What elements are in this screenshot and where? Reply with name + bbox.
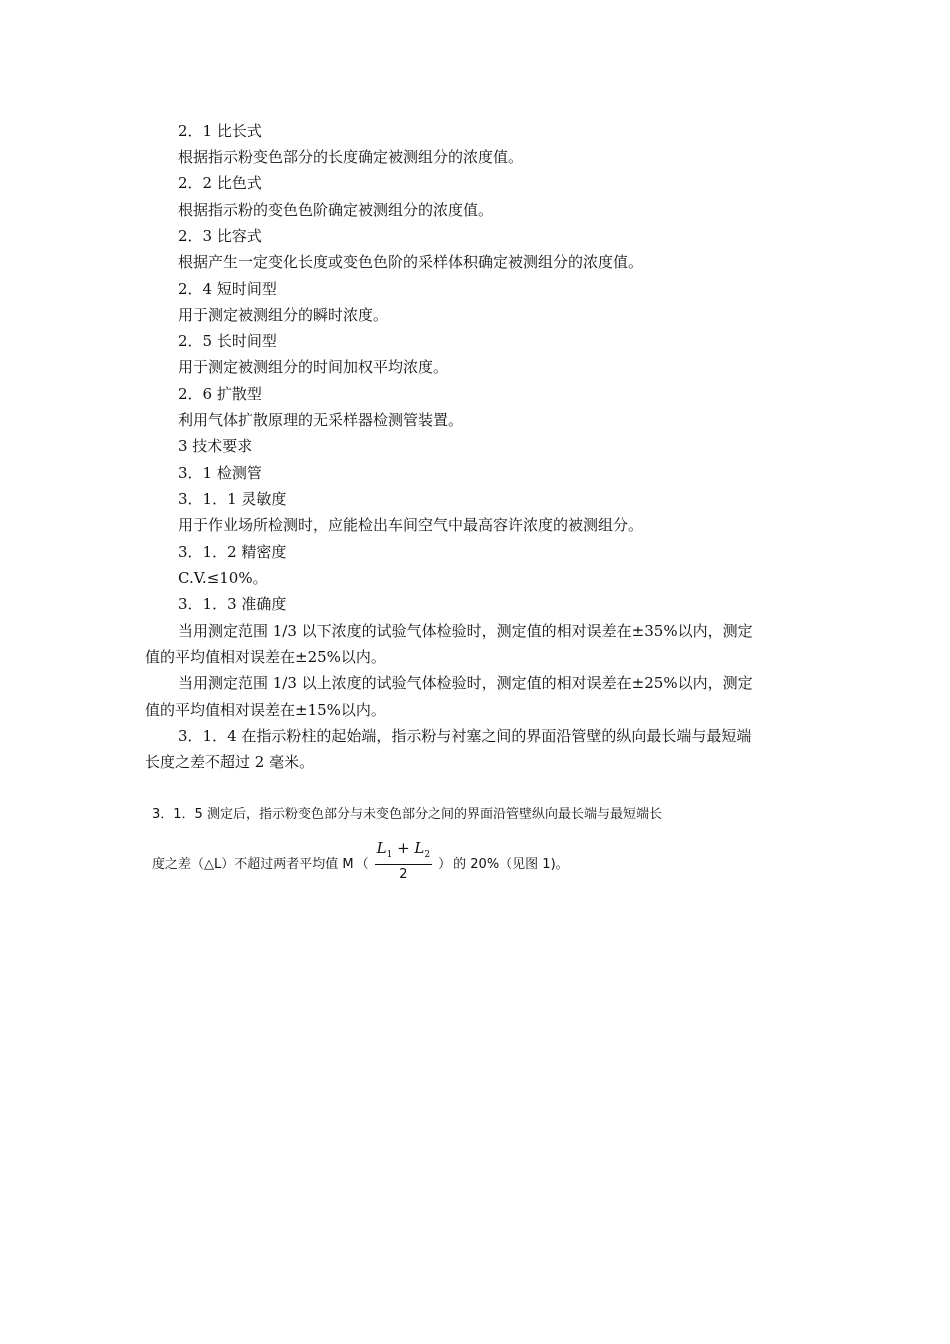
fraction-numerator <box>375 839 433 864</box>
sub-1: 1 <box>386 850 393 860</box>
text-line: 当用测定范围 1/3 以上浓度的试验气体检验时，测定值的相对误差在±25%以内，测定 <box>178 674 753 692</box>
heading-3-1-1: 3．1．1 灵敏度 <box>178 490 287 508</box>
text-line: 用于作业场所检测时，应能检出车间空气中最高容许浓度的被测组分。 <box>178 516 644 534</box>
heading-3-1-3: 3．1．3 准确度 <box>178 595 287 613</box>
formula-line <box>152 840 569 884</box>
heading-3-1: 3．1 检测管 <box>178 464 262 482</box>
text-line: 用于测定被测组分的时间加权平均浓度。 <box>178 358 449 376</box>
fraction <box>375 839 433 885</box>
heading-2-1: 2．1 比长式 <box>178 122 262 140</box>
text-line: 值的平均值相对误差在±15%以内。 <box>145 701 386 719</box>
heading-2-4: 2．4 短时间型 <box>178 280 277 298</box>
clause-3-1-4: 3．1．4 在指示粉柱的起始端，指示粉与衬塞之间的界面沿管壁的纵向最长端与最短端 <box>178 727 752 745</box>
clause-3-1-5: 3．1．5 测定后，指示粉变色部分与未变色部分之间的界面沿管壁纵向最长端与最短端长 <box>152 807 662 822</box>
formula-prefix: 度之差（△L）不超过两者平均值 M <box>152 856 354 872</box>
heading-3-1-2: 3．1．2 精密度 <box>178 543 287 561</box>
text-line: 根据指示粉的变色色阶确定被测组分的浓度值。 <box>178 201 494 219</box>
heading-3: 3 技术要求 <box>178 437 253 455</box>
text-line: 值的平均值相对误差在±25%以内。 <box>145 648 386 666</box>
heading-2-5: 2．5 长时间型 <box>178 332 277 350</box>
text-line: 根据指示粉变色部分的长度确定被测组分的浓度值。 <box>178 148 524 166</box>
sub-2: 2 <box>424 850 431 860</box>
paren-open: （ <box>355 856 369 872</box>
text-line: 利用气体扩散原理的无采样器检测管装置。 <box>178 411 464 429</box>
heading-2-3: 2．3 比容式 <box>178 227 262 245</box>
text-line: C.V.≤10%。 <box>178 569 268 587</box>
heading-2-6: 2．6 扩散型 <box>178 385 262 403</box>
text-line: 根据产生一定变化长度或变色色阶的采样体积确定被测组分的浓度值。 <box>178 253 644 271</box>
paren-close: ） <box>438 856 452 872</box>
fraction-denominator: 2 <box>399 867 408 882</box>
text-line: 当用测定范围 1/3 以下浓度的试验气体检验时，测定值的相对误差在±35%以内，测定 <box>178 622 753 640</box>
formula-suffix: 的 20%（见图 1)。 <box>453 856 569 872</box>
var-l2: L <box>414 839 425 857</box>
var-l1: L <box>376 839 387 857</box>
text-line: 用于测定被测组分的瞬时浓度。 <box>178 306 389 324</box>
heading-2-2: 2．2 比色式 <box>178 174 262 192</box>
text-line: 长度之差不超过 2 毫米。 <box>145 753 315 771</box>
plus-sign: + <box>392 839 415 857</box>
